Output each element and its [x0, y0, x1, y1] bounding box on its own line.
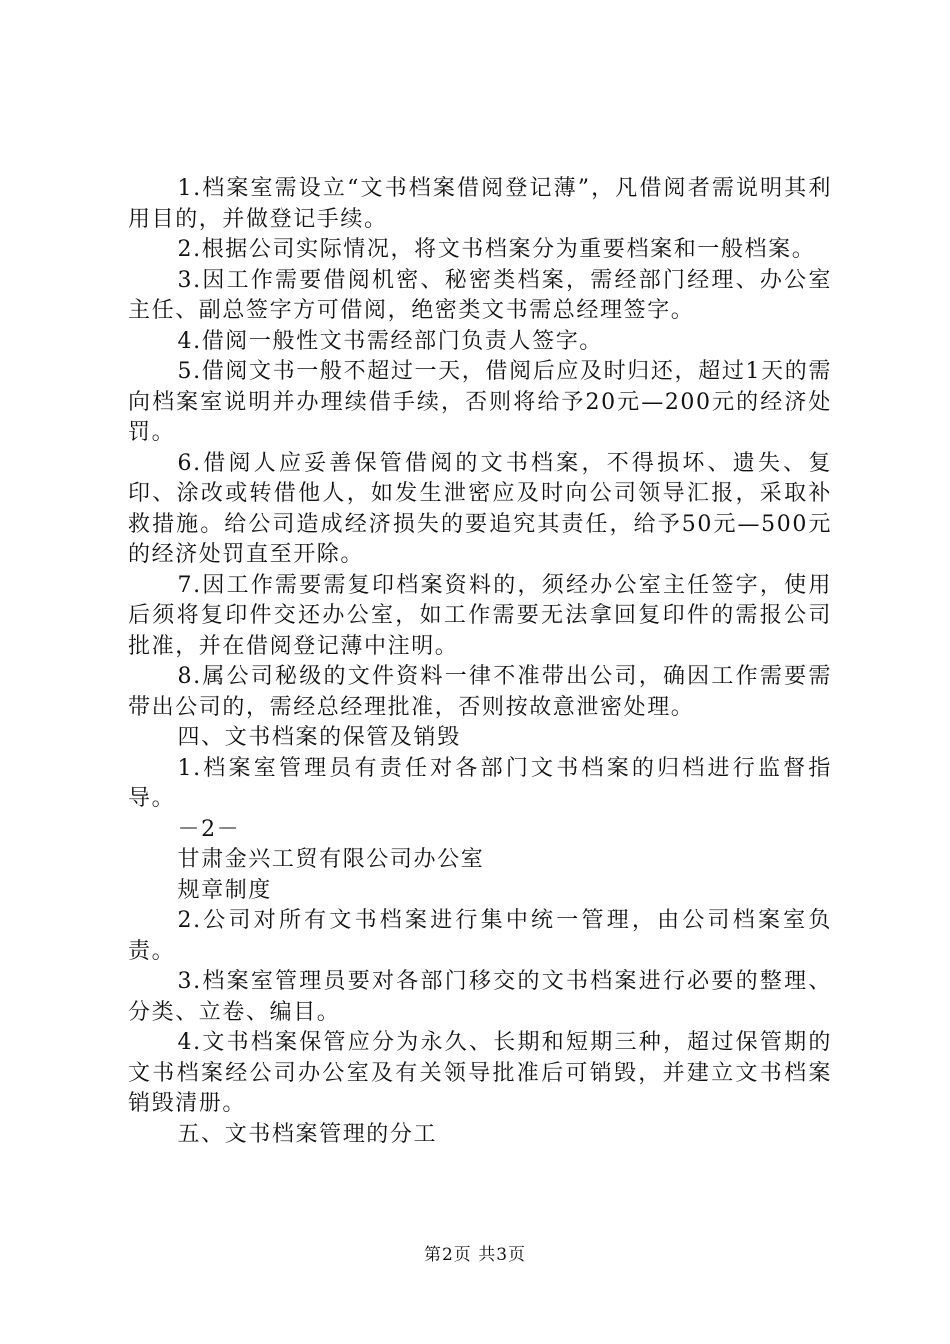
paragraph: 4.借阅一般性文书需经部门负责人签字。 — [177, 328, 603, 354]
paragraph: 7.因工作需要需复印档案资料的，须经办公室主任签字，使用后须将复印件交还办公室，如工作需要无法拿回复印件的需报公司批准，并在借阅登记薄中注明。 — [128, 572, 832, 659]
paragraph: 8.属公司秘级的文件资料一律不准带出公司，确因工作需要需带出公司的，需经总经理批准，否则按故意泄密处理。 — [128, 664, 832, 720]
company-name: 甘肃金兴工贸有限公司办公室 — [177, 847, 485, 872]
paragraph: 1.档案室管理员有责任对各部门文书档案的归档进行监督指导。 — [128, 755, 832, 811]
paragraph: 6.借阅人应妥善保管借阅的文书档案，不得损坏、遗失、复印、涂改或转借他人，如发生泄密应及时向公司领导汇报，采取补救措施。给公司造成经济损失的要追究其责任，给予50元—500元的经济处罚直至开除。 — [128, 450, 832, 567]
document-body — [128, 174, 832, 1150]
paragraph: 4.文书档案保管应分为永久、长期和短期三种，超过保管期的文书档案经公司办公室及有关领导批准后可销毁，并建立文书档案销毁清册。 — [128, 1030, 832, 1116]
section-heading: 五、文书档案管理的分工 — [177, 1121, 438, 1147]
paragraph: 2.公司对所有文书档案进行集中统一管理，由公司档案室负责。 — [128, 908, 832, 964]
paragraph: 2.根据公司实际情况，将文书档案分为重要档案和一般档案。 — [177, 237, 816, 262]
document-subtitle: 规章制度 — [177, 877, 272, 903]
section-heading: 四、文书档案的保管及销毁 — [177, 725, 461, 750]
page-footer: 第2页 共3页 — [423, 1245, 527, 1265]
paragraph: 1.档案室需设立“文书档案借阅登记薄”，凡借阅者需说明其利用目的，并做登记手续。 — [128, 176, 832, 232]
paragraph: 5.借阅文书一般不超过一天，借阅后应及时归还，超过1天的需向档案室说明并办理续借手续，否则将给予20元—200元的经济处罚。 — [128, 359, 832, 445]
page-number-marker: －2－ — [177, 816, 241, 842]
paragraph: 3.档案室管理员要对各部门移交的文书档案进行必要的整理、分类、立卷、编目。 — [128, 969, 832, 1025]
paragraph: 3.因工作需要借阅机密、秘密类档案，需经部门经理、办公室主任、副总签字方可借阅，绝密类文书需总经理签字。 — [128, 267, 832, 323]
